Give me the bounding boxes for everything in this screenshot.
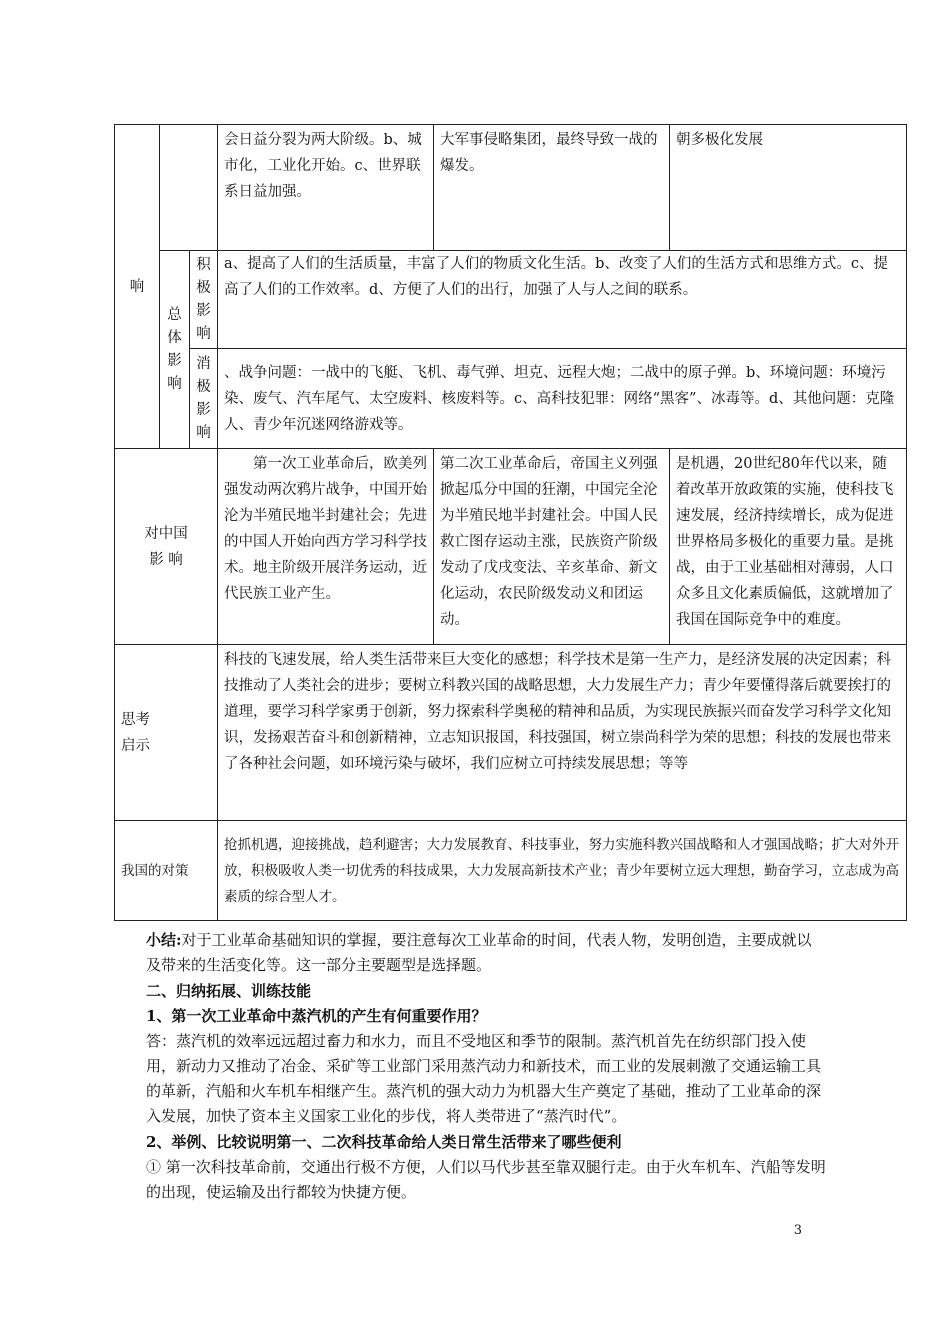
positive-label: 积极影响 bbox=[196, 256, 211, 342]
positive-label-cell bbox=[190, 251, 218, 349]
impact-col2-text: 大军事侵略集团，最终导致一战的爆发。 bbox=[440, 132, 658, 174]
summary-paragraph bbox=[146, 928, 826, 978]
table-row bbox=[115, 349, 907, 449]
think-label-cell bbox=[115, 645, 218, 821]
table-row bbox=[115, 251, 907, 349]
policy-text: 抢抓机遇，迎接挑战，趋利避害；大力发展教育、科技事业，努力实施科教兴国战略和人才强国战略；扩大对外开放，积极吸收人类一切优秀的科技成果，大力发展高新技术产业；青少年要树立远大理想，勤奋学习，立志成为高素质的综合型人才。 bbox=[224, 836, 899, 905]
china-col1-text: 第一次工业革命后，欧美列强发动两次鸦片战争，中国开始沦为半殖民地半封建社会；先进的中国人开始向西方学习科学技术。地主阶级开展洋务运动，近代民族工业产生。 bbox=[224, 456, 427, 602]
section2-heading: 二、归纳拓展、训练技能 bbox=[146, 982, 312, 1000]
think-text: 科技的飞速发展，给人类生活带来巨大变化的感想；科学技术是第一生产力，是经济发展的决定因素；科技推动了人类社会的进步；要树立科教兴国的战略思想，大力发展生产力；青少年要懂得落后就要挨打的道理，要学习科学家勇于创新，努力探索科学奥秘的精神和品质，为实现民族振兴而奋发学习科学文化知识，发扬艰苦奋斗和创新精神，立志知识报国，科技强国，树立崇尚科学为荣的思想；科技的发展也带来了各种社会问题，如环境污染与破坏，我们应树立可持续发展思想；等等 bbox=[224, 652, 891, 772]
question2-answer: ① 第一次科技革命前，交通出行极不方便，人们以马代步甚至靠双腿行走。由于火车机车、汽船等发明的出现，使运输及出行都较为快捷方便。 bbox=[146, 1158, 826, 1201]
china-col2-cell bbox=[434, 449, 670, 645]
impact-col1-cell bbox=[218, 125, 434, 251]
china-label: 对中国 影 响 bbox=[144, 525, 188, 568]
negative-text-cell bbox=[218, 349, 907, 449]
empty-cell bbox=[160, 125, 218, 251]
think-label-2: 启示 bbox=[121, 737, 150, 754]
impact-table bbox=[114, 124, 907, 921]
impact-col3-text: 朝多极化发展 bbox=[676, 132, 763, 148]
negative-label-cell bbox=[190, 349, 218, 449]
positive-text-cell bbox=[218, 251, 907, 349]
overall-label-cell bbox=[160, 251, 190, 449]
china-col3-cell bbox=[670, 449, 907, 645]
overall-label: 总体影响 bbox=[167, 306, 182, 392]
china-col1-cell bbox=[218, 449, 434, 645]
think-text-cell bbox=[218, 645, 907, 821]
table-row bbox=[115, 645, 907, 821]
china-col2-text: 第二次工业革命后，帝国主义列强掀起瓜分中国的狂潮，中国完全沦为半殖民地半封建社会。中国人民救亡图存运动主涨，民族资产阶级发动了戊戌变法、辛亥革命、新文化运动，农民阶级发动义和团运动。 bbox=[440, 456, 658, 628]
impact-col1-text: 会日益分裂为两大阶级。b、城市化，工业化开始。c、世界联系日益加强。 bbox=[224, 132, 422, 200]
question1-title: 1、第一次工业革命中蒸汽机的产生有何重要作用？ bbox=[146, 1007, 487, 1025]
policy-label-cell bbox=[115, 821, 218, 921]
policy-label: 我国的对策 bbox=[121, 862, 189, 879]
impact-label-cell bbox=[115, 125, 160, 449]
page-number: 3 bbox=[793, 1223, 802, 1238]
impact-col2-cell bbox=[434, 125, 670, 251]
impact-label: 响 bbox=[129, 278, 145, 295]
question2-title: 2、举例、比较说明第一、二次科技革命给人类日常生活带来了哪些便利 bbox=[146, 1133, 622, 1151]
china-label-cell bbox=[115, 449, 218, 645]
question1-answer: 答：蒸汽机的效率远远超过畜力和水力，而且不受地区和季节的限制。蒸汽机首先在纺织部门投入使用，新动力又推动了冶金、采矿等工业部门采用蒸汽动力和新技术，而工业的发展刺激了交通运输工具的革新，汽船和火车机车相继产生。蒸汽机的强大动力为机器大生产奠定了基础，推动了工业革命的深入发展，加快了资本主义国家工业化的步伐，将人类带进了“蒸汽时代”。 bbox=[146, 1032, 822, 1125]
think-label-1: 思考 bbox=[121, 711, 150, 728]
impact-col3-cell bbox=[670, 125, 907, 251]
policy-text-cell bbox=[218, 821, 907, 921]
table-row bbox=[115, 125, 907, 251]
china-col3-text: 是机遇，20世纪80年代以来，随着改革开放政策的实施，使科技飞速发展，经济持续增长，成为促进世界格局多极化的重要力量。是挑战，由于工业基础相对薄弱，人口众多且文化素质偏低，这就增加了我国在国际竞争中的难度。 bbox=[676, 456, 894, 628]
table-row bbox=[115, 449, 907, 645]
table-row bbox=[115, 821, 907, 921]
summary-text: 对于工业革命基础知识的掌握，要注意每次工业革命的时间，代表人物，发明创造，主要成就以及带来的生活变化等。这一部分主要题型是选择题。 bbox=[146, 931, 812, 974]
positive-text: a、提高了人们的生活质量，丰富了人们的物质文化生活。b、改变了人们的生活方式和思维方式。c、提高了人们的工作效率。d、方便了人们的出行，加强了人与人之间的联系。 bbox=[224, 256, 889, 298]
negative-text: 、战争问题：一战中的飞艇、飞机、毒气弹、坦克、远程大炮；二战中的原子弹。b、环境问题：环境污染、废气、汽车尾气、太空废料、核废料等。c、高科技犯罪：网络“黑客”、冰毒等。d、其他问题：克隆人、青少年沉迷网络游戏等。 bbox=[224, 364, 895, 433]
summary-label: 小结: bbox=[146, 931, 182, 949]
negative-label: 消极影响 bbox=[196, 355, 211, 441]
